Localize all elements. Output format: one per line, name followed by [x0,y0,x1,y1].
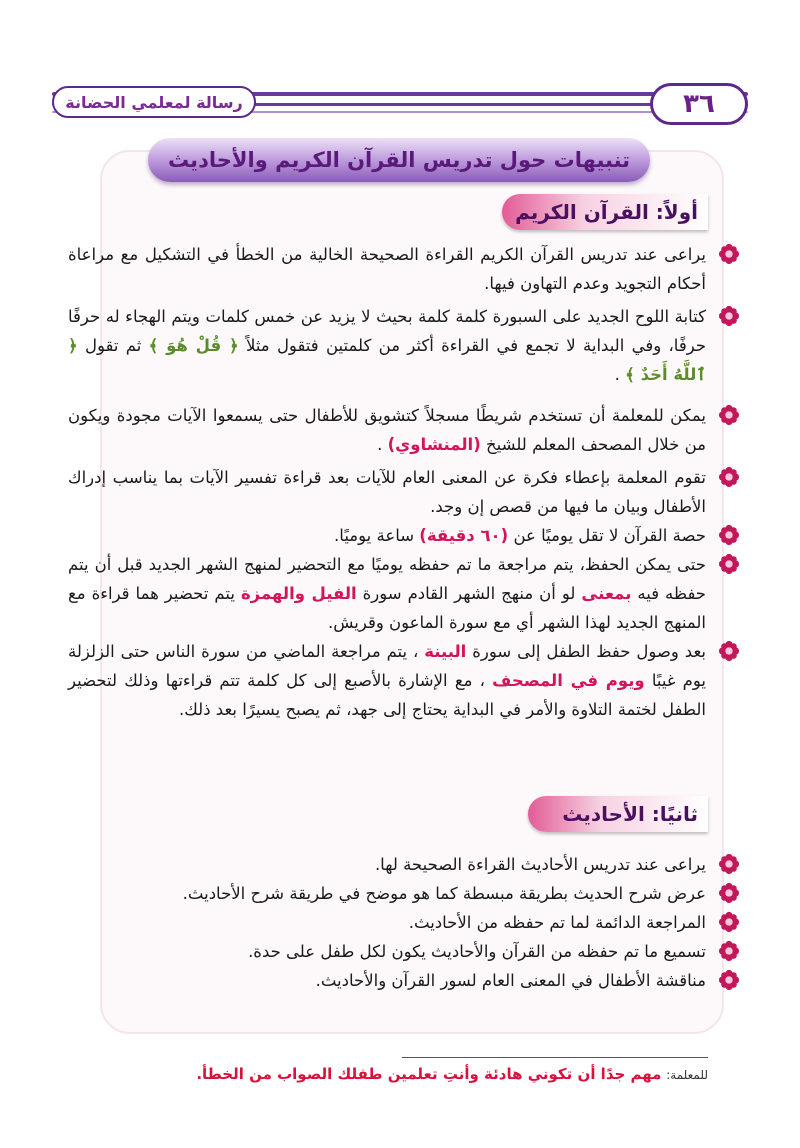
flower-bullet-icon [718,305,740,327]
highlight-text: بمعنى [581,584,632,603]
quran-list [68,240,740,724]
item-text: تسميع ما تم حفظه من القرآن والأحاديث يكون لكل طفل على حدة. [248,942,706,961]
item-text: تقوم المعلمة بإعطاء فكرة عن المعنى العام للآيات بعد قراءة تفسير الآيات بما يناسب إدراك الأطفال وبيان ما فيها من قصص إن وجد. [68,468,706,516]
flower-bullet-icon [718,466,740,488]
item-text: حتى يمكن الحفظ، يتم مراجعة ما تم حفظه يوميًا مع التحضير لمنهج الشهر الجديد قبل أن يتم حفظه فيه [68,555,706,603]
flower-bullet-icon [718,243,740,265]
list-item [68,850,740,879]
list-item [68,240,740,298]
item-text: . [614,365,620,384]
item-text: بعد وصول حفظ الطفل إلى سورة [472,642,706,661]
item-text: المراجعة الدائمة لما تم حفظه من الأحاديث. [408,913,706,932]
list-item [68,401,740,459]
flower-bullet-icon [718,911,740,933]
flower-bullet-icon [718,524,740,546]
item-text: عرض شرح الحديث بطريقة مبسطة كما هو موضح في طريقة شرح الأحاديث. [182,884,706,903]
list-item [68,908,740,937]
item-text: يتم تحضير هما قراءة مع المنهج الجديد لهذا الشهر أي مع سورة الماعون وقريش. [68,584,706,632]
hadith-list [68,850,740,995]
item-text: حصة القرآن لا تقل يوميًا عن [513,526,706,545]
highlight-text: الفيل والهمزة [240,584,357,603]
page-title: تنبيهات حول تدريس القرآن الكريم والأحاديث [167,148,631,172]
title-banner [148,138,650,182]
highlight-text: ويوم في المصحف [492,671,645,690]
flower-bullet-icon [718,969,740,991]
item-text: يراعى عند تدريس القرآن الكريم القراءة الصحيحة الخالية من الخطأ في التشكيل مع مراعاة أحكام التجويد وعدم التهاون فيها. [68,245,706,293]
highlight-text: (٦٠ دقيقة) [419,526,509,545]
flower-bullet-icon [718,640,740,662]
quran-quote: ﴿ قُلْ هُوَ ﴾ [148,336,239,355]
list-item [68,302,740,389]
item-text: كتابة اللوح الجديد على السبورة كلمة كلمة بحيث لا يزيد عن خمس كلمات ويتم الهجاء له حرفًا حرفًا، وفي البداية لا تجمع في القراءة أكثر من كلمتين فتقول مثلاً [68,307,707,355]
quran-quote: ﴿ ٱللَّهُ أَحَدٌ ﴾ [68,336,706,384]
list-item [68,521,740,550]
highlight-text: (المنشاوي) [387,435,481,454]
flower-bullet-icon [718,940,740,962]
item-text: يراعى عند تدريس الأحاديث القراءة الصحيحة لها. [374,855,706,874]
flower-bullet-icon [718,404,740,426]
book-title: رسالة لمعلمي الحضانة [52,86,256,118]
item-text: ثم تقول [84,336,142,355]
footnote-label: للمعلمة: [666,1068,708,1082]
page-number: ٣٦ [650,83,748,125]
section-heading-label: أولاً: القرآن الكريم [515,200,698,224]
section-heading-hadith [528,796,708,832]
list-item [68,637,740,724]
section-heading-label: ثانيًا: الأحاديث [562,802,698,826]
flower-bullet-icon [718,882,740,904]
item-text: ، مع الإشارة بالأصبع إلى كل كلمة تتم قراءتها وذلك لتحضير الطفل لختمة التلاوة والأمر في البداية يحتاج إلى جهد، ثم يصبح يسيرًا بعد ذلك. [68,671,706,719]
item-text: ، يتم مراجعة الماضي من سورة الناس حتى الزلزلة يوم غيبًا [68,642,707,690]
item-text: يمكن للمعلمة أن تستخدم شريطًا مسجلاً كتشويق للأطفال حتى يسمعوا الآيات مجودة ويكون من خلال المصحف المعلم للشيخ [68,406,706,454]
footnote [196,1065,708,1083]
list-item [68,550,740,637]
item-text: مناقشة الأطفال في المعنى العام لسور القرآن والأحاديث. [315,971,706,990]
flower-bullet-icon [718,853,740,875]
footnote-rule [402,1057,708,1058]
item-text: . [377,435,383,454]
flower-bullet-icon [718,553,740,575]
item-text: ساعة يوميًا. [334,526,415,545]
list-item [68,937,740,966]
section-heading-quran [502,194,708,230]
list-item [68,966,740,995]
footnote-text: مهم جدًا أن تكوني هادئة وأنتِ تعلمين طفلك الصواب من الخطأ. [196,1065,662,1083]
list-item [68,463,740,521]
list-item [68,879,740,908]
highlight-text: البينة [424,642,467,661]
item-text: لو أن منهج الشهر القادم سورة [362,584,576,603]
